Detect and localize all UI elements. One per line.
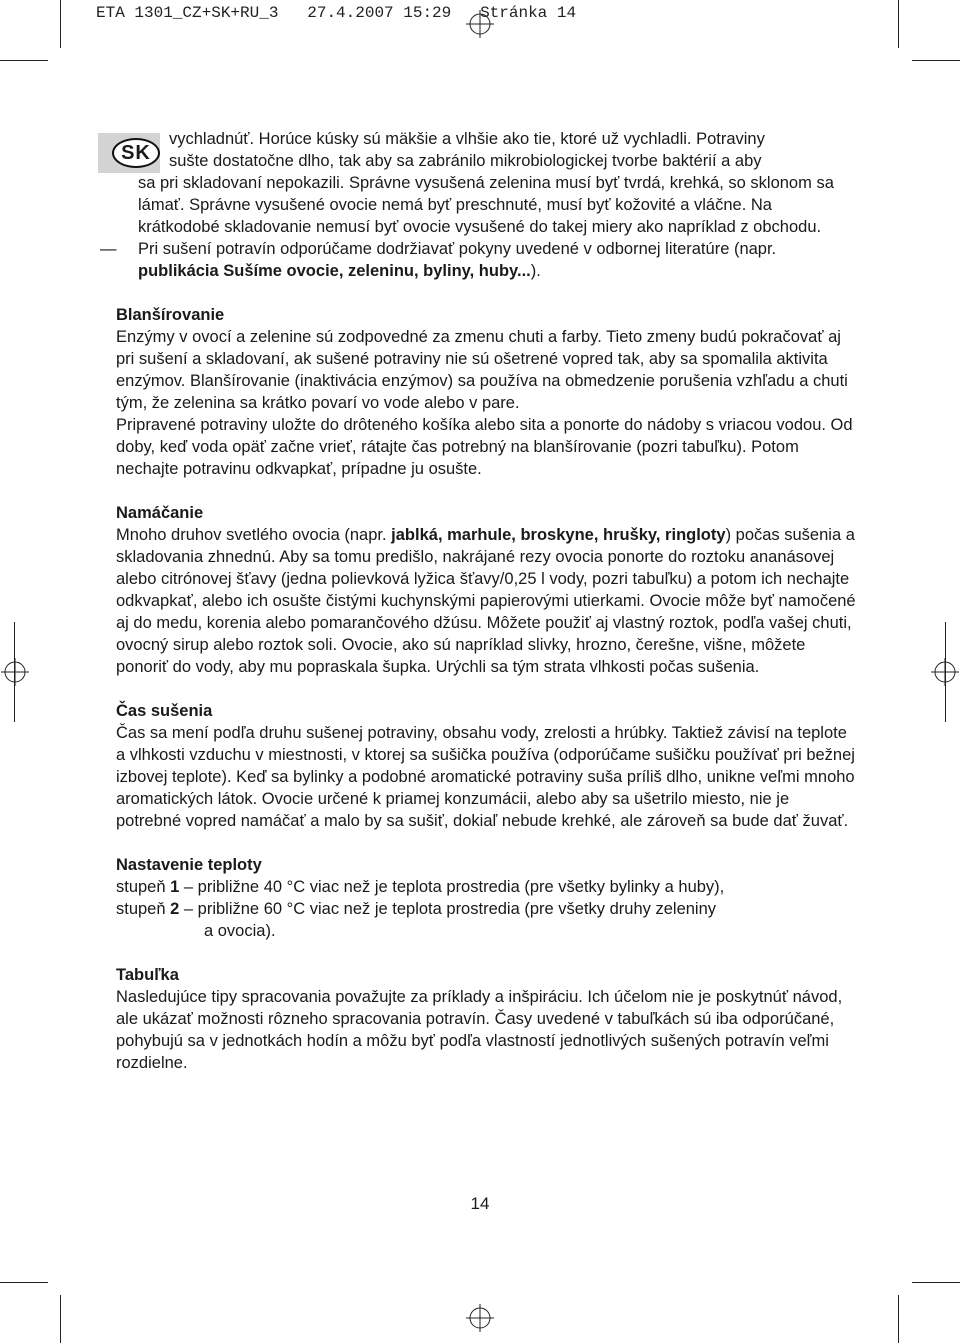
section-paragraph: Pripravené potraviny uložte do drôteného košíka alebo sita a ponorte do nádoby s vriacou vodou. Od doby, keď voda opäť začne vrieť, rátajte čas potrebný na blanšírovanie (pozri tabuľku). Potom nechajte potravinu odkvapkať, prípadne ju osušte.	[116, 416, 853, 478]
section-paragraph: Mnoho druhov svetlého ovocia (napr. jablká, marhule, broskyne, hrušky, ringloty) počas sušenia a skladovania zhnednú. Aby sa tomu predišlo, nakrájané rezy ovocia ponorte do roztoku ananásovej alebo citrónovej šťavy (jedna polievková lyžica šťavy/0,25 l vody, pozri tabuľku) a potom ich nechajte odkvapkať, alebo ich osušte čistými kuchynskými papierovými utierkami. Ovocie môže byť namočené aj do medu, korenia alebo pomarančového džúsu. Môžete použiť aj vlastný roztok, podľa vašej chuti, ovocný sirup alebo roztok soli. Ovocie, ako sú napríklad slivky, hrozno, čerešne, višne, môžete ponoriť do vody, aby mu popraskala šupka. Urýchli sa tým strata vlhkosti počas sušenia.	[116, 526, 856, 676]
literature-note-end: ).	[530, 262, 541, 280]
crop-mark-top-right	[898, 0, 899, 48]
crop-mark-top-left-h	[0, 60, 48, 61]
section-tabulka	[116, 964, 856, 1074]
intro-line-2: sušte dostatočne dlho, tak aby sa zabránilo mikrobiologickej tvorbe baktérií a aby	[169, 152, 762, 170]
crop-mark-top-left	[60, 0, 61, 48]
level-number: 1	[170, 878, 180, 896]
crop-mark-bottom-left	[60, 1295, 61, 1343]
registration-mark-left-icon	[1, 658, 29, 686]
section-title: Nastavenie teploty	[116, 856, 262, 874]
section-paragraph: Čas sa mení podľa druhu sušenej potraviny, obsahu vody, zrelosti a hrúbky. Taktiež závisí na teplote a vlhkosti vzduchu v miestnosti, v ktorej sa sušička používa (odporúčame sušičku používať pri bežnej izbovej teplote). Keď sa bylinky a podobné aromatické potraviny suša príliš dlho, unikne veľmi mnoho aromatických látok. Ovocie určené k priamej konzumácii, alebo aby sa ušetrilo miesto, nie je potrebné vopred namáčať a malo by sa sušiť, dokiaľ nebude krehké, ale zároveň sa bude dať žuvať.	[116, 724, 855, 830]
crop-mark-bottom-right	[898, 1295, 899, 1343]
intro-line-1: vychladnúť. Horúce kúsky sú mäkšie a vlhšie ako tie, ktoré už vychladli. Potraviny	[169, 130, 765, 148]
crop-mark-bottom-right-h	[912, 1282, 960, 1283]
fruit-list: jablká, marhule, broskyne, hrušky, ringloty	[391, 526, 726, 544]
crop-mark-bottom-left-h	[0, 1282, 48, 1283]
dash-bullet: —	[100, 240, 117, 258]
level-number: 2	[170, 900, 180, 918]
page-content	[100, 128, 856, 1074]
section-namacanie	[116, 502, 856, 678]
language-badge: SK	[112, 138, 160, 168]
section-paragraph: Enzýmy v ovocí a zelenine sú zodpovedné za zmenu chuti a farby. Tieto zmeny budú pokračovať aj pri sušení a skladovaní, ak sušené potraviny nie sú ošetrené vopred tak, aby sa spomalila aktivita enzýmov. Blanšírovanie (inaktivácia enzýmov) sa používa na obmedzenie porušenia vzhľadu a chuti tým, že zelenina sa krátko povarí vo vode alebo v pare.	[116, 328, 848, 412]
page-number: 14	[470, 1194, 490, 1213]
section-title: Čas sušenia	[116, 702, 213, 720]
crop-mark-top-right-h	[912, 60, 960, 61]
section-title: Namáčanie	[116, 504, 204, 522]
publication-title: publikácia Sušíme ovocie, zeleninu, byliny, huby...	[138, 262, 531, 280]
section-paragraph: Nasledujúce tipy spracovania považujte za príklady a inšpiráciu. Ich účelom nie je poskytnúť návod, ale ukázať možnosti rôzneho spracovania potravín. Časy uvedené v tabuľkách sú iba odporúčané, pohybujú sa v jednotkách hodín a môžu byť podľa vlastností jednotlivých sušených potravín veľmi rozdielne.	[116, 988, 843, 1072]
registration-mark-right-icon	[931, 658, 959, 686]
literature-note	[100, 238, 856, 282]
temperature-level-2: stupeň 2 – približne 60 °C viac než je teplota prostredia (pre všetky druhy zeleniny a ovocia).	[116, 900, 717, 940]
literature-note-text: Pri sušení potravín odporúčame dodržiavať pokyny uvedené v odbornej literatúre (napr.	[138, 240, 777, 258]
section-nastavenie-teploty	[116, 854, 856, 942]
intro-paragraph: sa pri skladovaní nepokazili. Správne vysušená zelenina musí byť tvrdá, krehká, so sklonom sa lámať. Správne vysušené ovocie nemá byť preschnuté, musí byť kožovité a vláčne. Na krátkodobé skladovanie nemusí byť ovocie vysušené do takej miery ako napríklad z obchodu.	[138, 174, 834, 236]
section-title: Blanšírovanie	[116, 306, 225, 324]
temperature-level-1: stupeň 1 – približne 40 °C viac než je teplota prostredia (pre všetky bylinky a huby),	[116, 878, 725, 896]
registration-mark-top-icon	[466, 10, 494, 38]
section-title: Tabuľka	[116, 966, 179, 984]
print-slug: ETA 1301_CZ+SK+RU_3 27.4.2007 15:29 Stránka 14	[96, 4, 577, 22]
section-blansirovanie	[116, 304, 856, 480]
registration-mark-bottom-icon	[466, 1304, 494, 1332]
section-cas-susenia	[116, 700, 856, 832]
